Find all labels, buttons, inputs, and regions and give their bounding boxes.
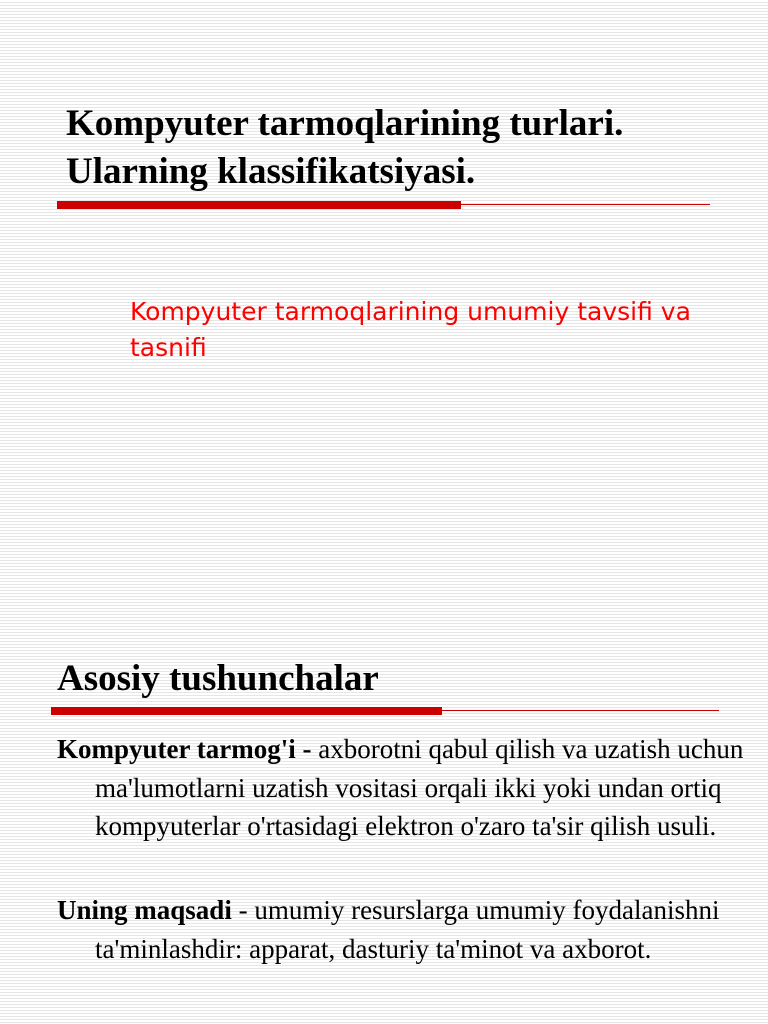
definition-purpose bbox=[57, 891, 745, 968]
title-underline bbox=[57, 201, 710, 209]
title-underline-thick bbox=[57, 201, 461, 209]
definition-term: Uning maqsadi bbox=[57, 895, 232, 925]
definition-text: axborotni qabul qilish va uzatish uchun ma'lumotlarni uzatish vositasi orqali ikki yoki undan ortiq kompyuterlar o'rtasidagi elektron o'zaro ta'sir qilish usuli. bbox=[95, 734, 744, 841]
definition-term: Kompyuter tarmog'i - bbox=[57, 734, 312, 764]
heading-underline-thin bbox=[442, 710, 719, 711]
definition-computer-network bbox=[57, 730, 745, 846]
title-underline-thin bbox=[461, 204, 710, 205]
heading-underline-thick bbox=[51, 707, 442, 715]
slide-title: Kompyuter tarmoqlarining turlari. Ularning klassifikatsiyasi. bbox=[66, 103, 624, 192]
heading-underline bbox=[51, 707, 719, 715]
definition-text: - umumiy resurslarga umumiy foydalanishni ta'minlashdir: apparat, dasturiy ta'minot va axborot. bbox=[95, 895, 720, 964]
slide-2 bbox=[0, 600, 768, 1024]
slide-subtitle: Kompyuter tarmoqlarining umumiy tavsifi va tasnifi bbox=[130, 297, 691, 362]
section-heading: Asosiy tushunchalar bbox=[57, 658, 379, 699]
